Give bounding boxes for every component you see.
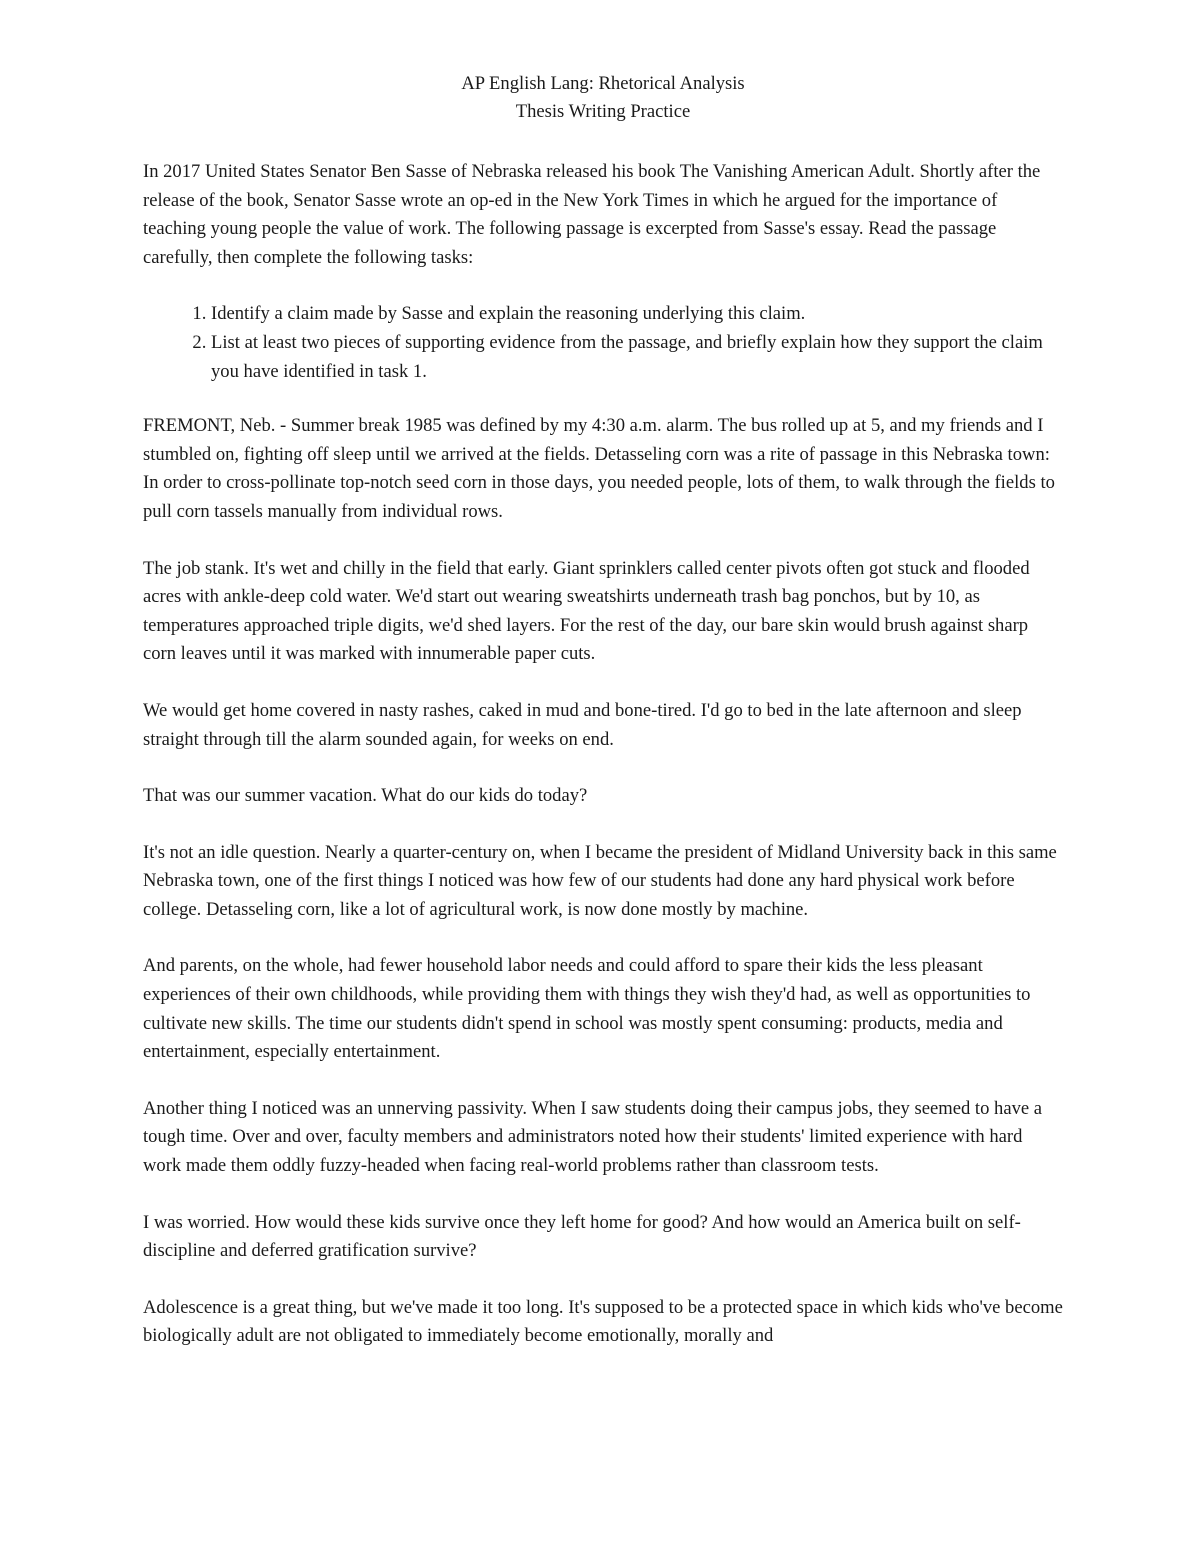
document-page (143, 70, 1063, 1379)
passage-paragraph-3: We would get home covered in nasty rashes, caked in mud and bone-tired. I'd go to bed in the late afternoon and sleep straight through till the alarm sounded again, for weeks on end. (143, 699, 1022, 750)
passage-paragraph-1: FREMONT, Neb. - Summer break 1985 was defined by my 4:30 a.m. alarm. The bus rolled up at 5, and my friends and I stumbled on, fighting off sleep until we arrived at the fields. Detasseling corn was a rite of passage in this Nebraska town: In order to cross-pollinate top-notch seed corn in those days, you needed people, lots of them, to walk through the fields to pull corn tassels manually from individual rows. (143, 415, 1055, 522)
task-item-1: 1. Identify a claim made by Sasse and explain the reasoning underlying this claim. (211, 300, 1063, 329)
passage-paragraph-6: And parents, on the whole, had fewer household labor needs and could afford to spare their kids the less pleasant experiences of their own childhoods, while providing them with things they wish they'd had, as well as opportunities to cultivate new skills. The time our students didn't spend in school was mostly spent consuming: products, media and entertainment, especially entertainment. (143, 955, 1031, 1063)
task-list (143, 300, 1063, 386)
passage-paragraph-5: It's not an idle question. Nearly a quarter-century on, when I became the president of Midland University back in this same Nebraska town, one of the first things I noticed was how few of our students had done any hard physical work before college. Detasseling corn, like a lot of agricultural work, is now done mostly by machine. (143, 841, 1057, 920)
task-item-2: 2. List at least two pieces of supporting evidence from the passage, and briefly explain how they support the claim you have identified in task 1. (211, 329, 1063, 386)
title-block (143, 70, 1063, 126)
document-title: AP English Lang: Rhetorical Analysis (461, 73, 745, 94)
passage-paragraph-9: Adolescence is a great thing, but we've made it too long. It's supposed to be a protected space in which kids who've become biologically adult are not obligated to immediately become emotionally, morally and (143, 1296, 1063, 1347)
passage-paragraph-7: Another thing I noticed was an unnerving passivity. When I saw students doing their campus jobs, they seemed to have a tough time. Over and over, faculty members and administrators noted how their students' limited experience with hard work made them oddly fuzzy-headed when facing real-world problems rather than classroom tests. (143, 1097, 1043, 1177)
document-subtitle: Thesis Writing Practice (515, 101, 691, 122)
passage-paragraph-4: That was our summer vacation. What do our kids do today? (143, 785, 588, 807)
intro-paragraph: In 2017 United States Senator Ben Sasse of Nebraska released his book The Vanishing American Adult. Shortly after the release of the book, Senator Sasse wrote an op-ed in the New York Times in which he argued for the importance of teaching young people the value of work. The following passage is excerpted from Sasse's essay. Read the passage carefully, then complete the following tasks: (143, 161, 1041, 268)
passage-paragraph-2: The job stank. It's wet and chilly in the field that early. Giant sprinklers called center pivots often got stuck and flooded acres with ankle-deep cold water. We'd start out wearing sweatshirts underneath trash bag ponchos, but by 10, as temperatures approached triple digits, we'd shed layers. For the rest of the day, our bare skin would brush against sharp corn leaves until it was marked with innumerable paper cuts. (143, 557, 1030, 665)
passage-paragraph-8: I was worried. How would these kids survive once they left home for good? And how would an America built on self-discipline and deferred gratification survive? (143, 1211, 1021, 1262)
